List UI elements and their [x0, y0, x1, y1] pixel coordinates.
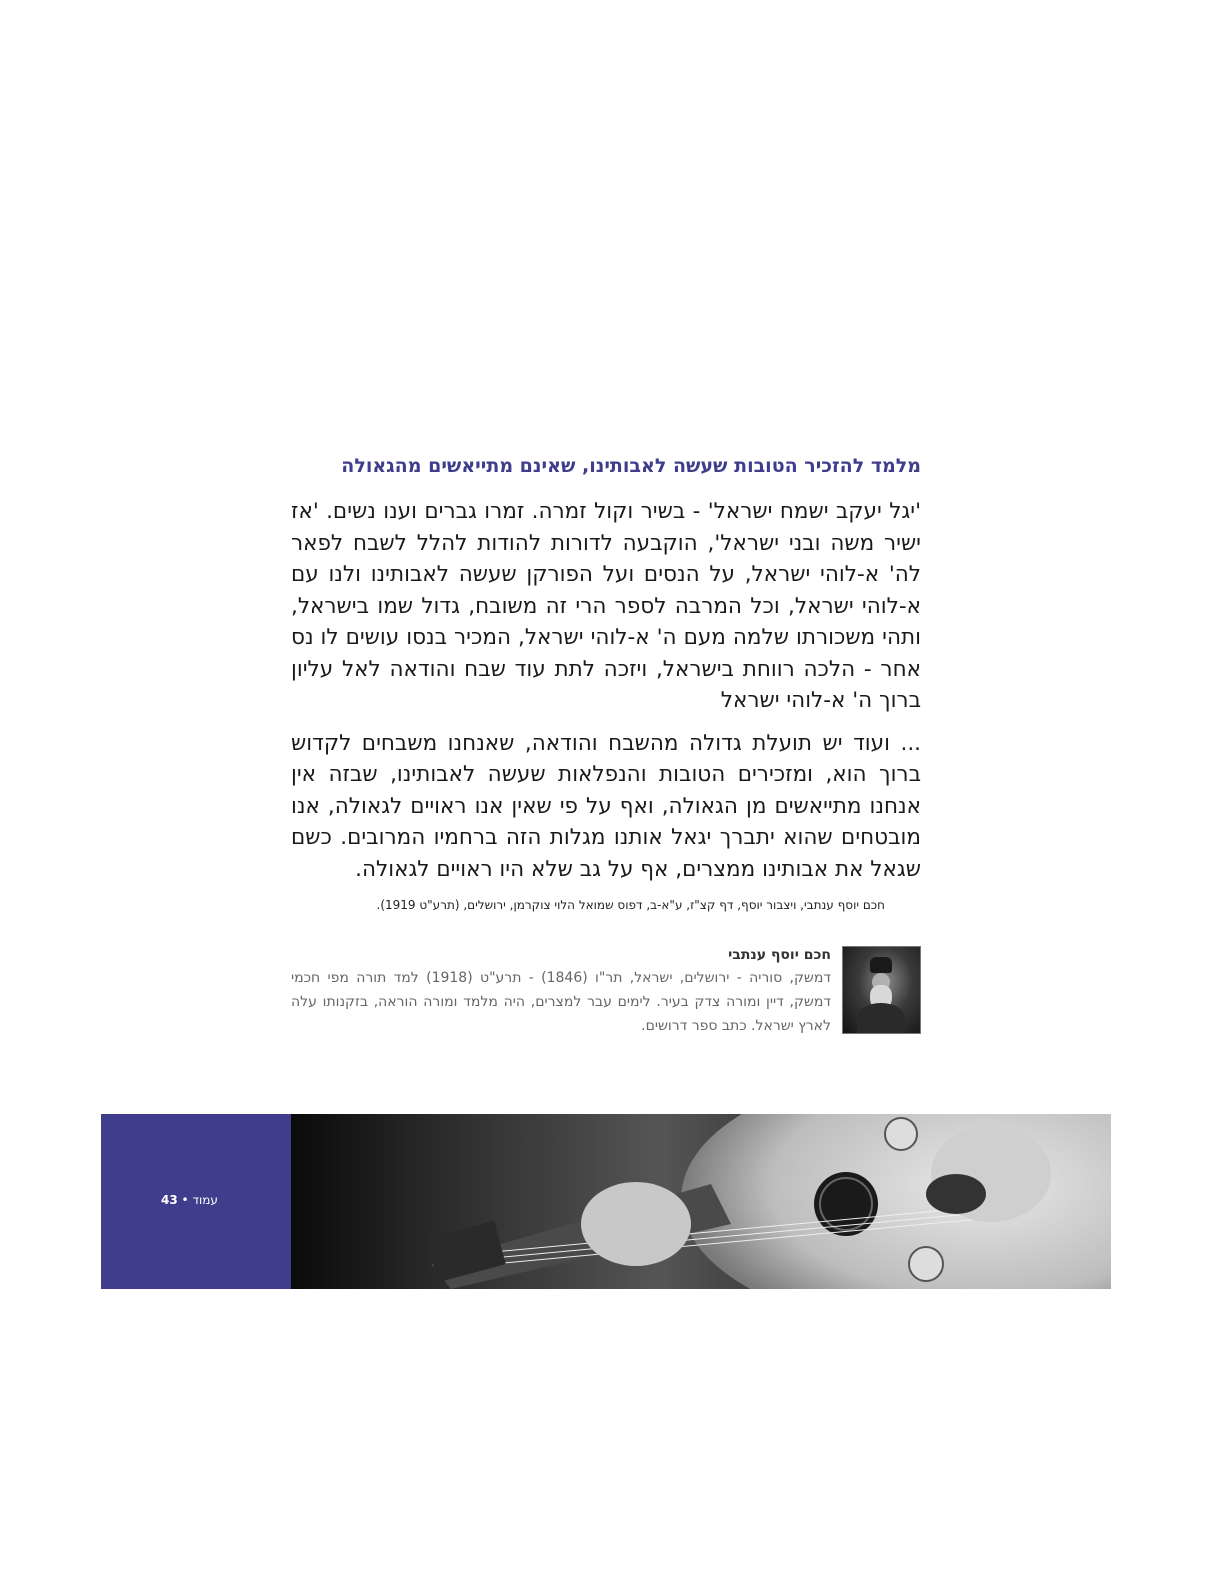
- oud-illustration: [291, 1114, 1111, 1289]
- page-word: עמוד: [192, 1193, 218, 1207]
- article: [291, 450, 921, 916]
- author-bio: [291, 944, 921, 1034]
- source-citation: חכם יוסף ענתבי, ויצבור יוסף, דף קצ"ז, ע"א-ב, דפוס שמואל הלוי צוקרמן, ירושלים, (תרע"ט 1919).: [376, 898, 885, 912]
- page-separator: •: [181, 1193, 189, 1207]
- article-heading: מלמד להזכיר הטובות שעשה לאבותינו, שאינם מתייאשים מהגאולה: [341, 455, 921, 477]
- author-name: חכם יוסף ענתבי: [728, 947, 831, 963]
- footer-band: [101, 1114, 1111, 1289]
- article-paragraph-1: 'יגל יעקב ישמח ישראל' - בשיר וקול זמרה. זמרו גברים וענו נשים. 'אז ישיר משה ובני ישראל', הוקבעה לדורות להודות להלל לשבח לפאר לה' א-לוהי ישראל, על הנסים ועל הפורקן שעשה לאבותינו ולנו עם א-לוהי ישראל, וכל המרבה לספר הרי זה משובח, גדול שמו בישראל, ותהי משכורתו שלמה מעם ה' א-לוהי ישראל, המכיר בנסו עושים לו נס אחר - הלכה רווחת בישראל, ויזכה לתת עוד שבח והודאה לאל עליון ברוך ה' א-לוהי ישראל: [291, 499, 921, 713]
- page-number: 43: [161, 1193, 178, 1207]
- author-portrait: [842, 946, 921, 1034]
- author-description: דמשק, סוריה - ירושלים, ישראל, תר"ו (1846) - תרע"ט (1918) למד תורה מפי חכמי דמשק, דיין ומורה צדק בעיר. לימים עבר למצרים, היה מלמד ומורה הוראה, בזקנותו עלה לארץ ישראל. כתב ספר דרושים.: [291, 970, 832, 1034]
- bio-text-block: [291, 944, 831, 1038]
- page-label: [161, 1193, 218, 1207]
- article-paragraph-2: ... ועוד יש תועלת גדולה מהשבח והודאה, שאנחנו משבחים לקדוש ברוך הוא, ומזכירים הטובות והנפלאות שעשה לאבותינו, שבזה אין אנחנו מתייאשים מן הגאולה, ואף על פי שאין אנו ראויים לגאולה, אנו מובטחים שהוא יתברך יגאל אותנו מגלות הזה ברחמיו המרובים. כשם שגאל את אבותינו ממצרים, אף על גב שלא היו ראויים לגאולה.: [291, 730, 921, 882]
- page-number-panel: [101, 1114, 291, 1289]
- oud-photo: [291, 1114, 1111, 1289]
